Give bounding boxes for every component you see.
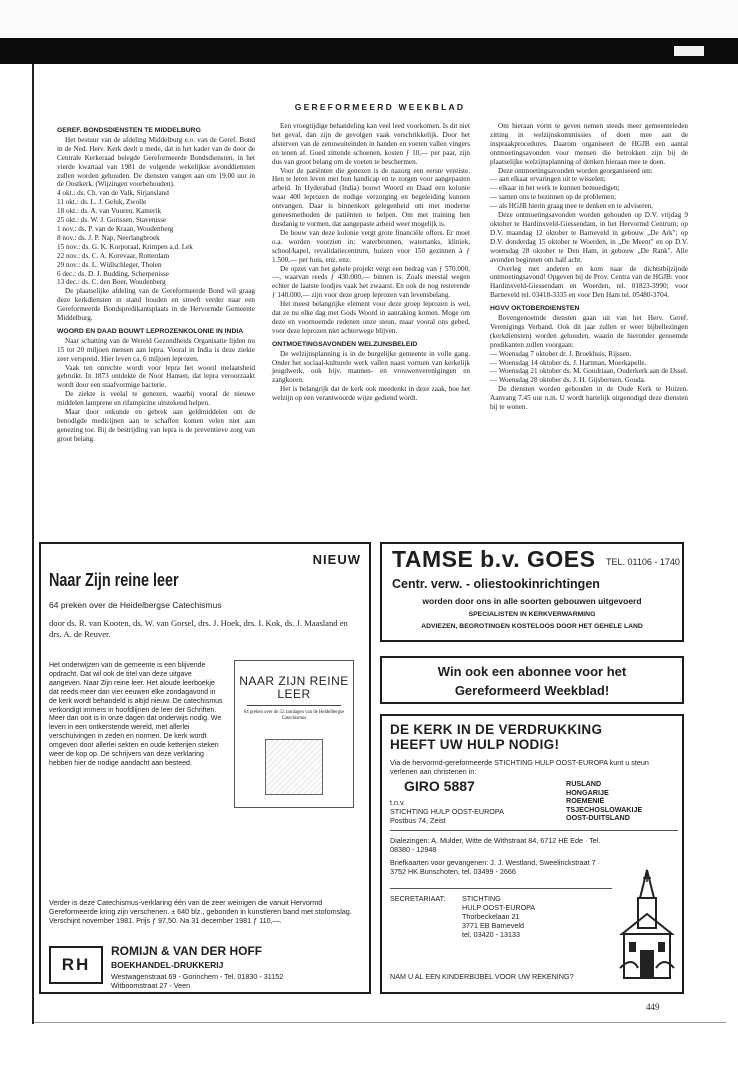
kinderbijbel-appeal: NAM U AL EEN KINDERBIJBEL VOOR UW REKENING? [390, 972, 574, 981]
account-line: STICHTING HULP OOST-EUROPA [390, 807, 504, 816]
column-1 [57, 122, 255, 444]
book-title: Naar Zijn reine leer [49, 570, 179, 590]
column-2 [272, 122, 470, 403]
list-item: 22 nov.: ds. C. A. Korevaar, Rotterdam [57, 251, 170, 260]
subscriber-advertisement [380, 656, 684, 704]
page-number: 449 [646, 1002, 660, 1012]
list-item: 18 okt.: ds. A. van Vuuren, Kamerik [57, 207, 162, 216]
paragraph: Deze ontmoetingsavonden worden georganiseerd om: [498, 166, 653, 175]
address-line: Witboomstraat 27 - Veen [111, 981, 191, 990]
secretariaat-address [462, 894, 535, 939]
publisher-logo: RH [49, 946, 103, 984]
tamse-line: worden door ons in alle soorten gebouwen uitgevoerd [422, 596, 642, 606]
list-item: — Woensdag 7 oktober dr. J. Broekhuis, Rijssen. [490, 349, 632, 358]
services-list [490, 350, 688, 386]
tamse-advertisement [380, 542, 684, 642]
paragraph: Een vroegtijdige behandeling kan veel leed voorkomen. Is dit niet het geval, dan zijn de gevolgen vaak verschrikkelijk. Door het afsterven van de zenuwuiteinden in handen en voeten vallen vingers en tenen af. Goed zittende schoenen, kosten ƒ 10,— per paar, zijn dus van groot belang om de voeten te beschermen. [272, 122, 470, 166]
paragraph: Bovengenoemde diensten gaan uit van het Herv. Geref. Verenigings Verband. Ook dit jaar zullen er weer bijbellezingen (kerkdiensten) worden gehouden, waarin de hieronder genoemde predikanten zullen voorgaan: [490, 314, 688, 349]
country-list [566, 780, 642, 823]
dialezingen-info: Dialezingen: A. Mulder, Witte de Withstraat 84, 6712 HE Ede · Tel. 08380 - 12948 [390, 836, 601, 854]
giro-account [390, 798, 504, 825]
new-badge: NIEUW [312, 552, 361, 567]
list-item: 4 okt.: ds. Ch. van de Valk, Sirjansland [57, 189, 169, 198]
list-item: 13 dec.: ds. C. den Boer, Woudenberg [57, 278, 166, 287]
list-item: 29 nov.: ds. L. Wüllschleger, Tholen [57, 260, 162, 269]
paragraph: Overleg met anderen en kom naar de dichtstbijzijnde ontmoetingsavond! Opgeven bij de Prov. Centra van de HGJB: voor Hardinxveld-Giessendam en Woerden, tel. 01823-3990; voor Barneveld tel. 03418-3335 en voor Den Ham tel. 05480-3704. [490, 264, 688, 300]
publisher-name: ROMIJN & VAN DER HOFF [111, 944, 263, 958]
paragraph: De opzet van het gehele projekt vergt een bedrag van ƒ 570.000,—, waarvan reeds ƒ 430.000,— binnen is. Zoals meestal wegen echter de laatste loodjes vaak het zwaarst. En ook de nog resterende ƒ 140.000,— zijn voor deze groep leprozen van levensbelang. [272, 264, 470, 300]
heading-hgvv: HGVV OKTOBERDIENSTEN [490, 305, 580, 313]
cover-illustration [265, 739, 323, 795]
heading-leprozenkolonie: WOORD EN DAAD BOUWT LEPROZENKOLONIE IN INDIA [57, 327, 244, 335]
heading-ontmoetingsavonden: ONTMOETINGSAVONDEN WELZIJNSBELEID [272, 340, 418, 348]
paragraph: Het bestuur van de afdeling Middelburg e.o. van de Geref. Bond in de Ned. Herv. Kerk deelt u mede, dat in het kader van de door de Centrale Kerkeraad belegde Gereformeerde Bondsdiensten, in het vierde kwartaal van 1981 de volgende wekelijkse avonddiensten zullen worden gehouden. De diensten vangen aan om 19.00 uur in de Oostkerk. (Wijzingen voorbehouden). [57, 135, 255, 189]
secretariaat-label: SECRETARIAAT: [390, 894, 446, 903]
page-header: GEREFORMEERD WEEKBLAD [294, 102, 466, 112]
tamse-title: TAMSE b.v. GOES [392, 546, 596, 572]
account-line: t.n.v. [390, 798, 406, 807]
aid-intro: Via de hervormd-gereformeerde STICHTING HULP OOST-EUROPA kunt u steun verlenen aan christenen in: [390, 758, 649, 776]
paragraph: Het is belangrijk dat de kerk ook meedenkt in deze zaak, hoe het welzijn op een verantwoorde wijze gediend wordt. [272, 385, 470, 403]
tamse-service: Centr. verw. - oliestookinrichtingen [392, 577, 600, 591]
bottom-rule [34, 1022, 726, 1023]
cover-subtitle: 64 preken over de 52 zondagen van de Heidelbergse Catechismus [243, 710, 345, 721]
country: OOST-DUITSLAND [566, 813, 630, 823]
list-item: 25 okt.: ds. W. J. Gorissen, Stavenisse [57, 216, 167, 225]
aid-headline [390, 722, 602, 752]
account-line: Postbus 74, Zeist [390, 816, 446, 825]
heading-bondsdiensten: GEREF. BONDSDIENSTEN TE MIDDELBURG [57, 127, 201, 134]
paragraph: Deze ontmoetingsavonden worden gehouden op D.V. vrijdag 9 oktober te Hardinxveld-Giessendam, in het Hervormd Centrum; op D.V. maandag 12 oktober te Barneveld in gebouw „De Ark"; op D.V. donderdag 15 oktober te Woerden, in „De Meent" en op D.V. woensdag 28 oktober te Den Ham, in gebouw „De Rank". Alle avonden beginnen om half acht. [490, 211, 688, 264]
paragraph: Voor de patiënten die genezen is de nazorg een eerste vereiste. Hen te leren leven met hun handicap en te zorgen voor aangepasten arbeid. In Hyderabad (India) bouwt Woord en Daad een kolonie waar 400 leprozen de nodige verzorging en begeleiding kunnen ontvangen. Daar is binnenkort gelegenheid om met moderne geneesmethoden de patiënten te helpen. Om met training hen dusdanig te vormen, dat aangepaste arbeid weer mogelijk is. [272, 166, 470, 228]
scan-bar-notch [674, 46, 704, 56]
tamse-phone: TEL. 01106 - 1740 [606, 557, 680, 567]
list-item: 8 nov.: ds. J. P. Nap, Neerlangbroek [57, 233, 160, 242]
publisher-address [111, 972, 283, 990]
subscriber-line: Gereformeerd Weekblad! [454, 683, 610, 698]
magazine-page [34, 64, 726, 1024]
address-line: Thorbeckelaan 21 [462, 912, 520, 921]
cover-title: NAAR ZIJN REINE LEER [239, 674, 349, 701]
list-item: 1 nov.: ds. P. van de Kraan, Woudenberg [57, 224, 174, 233]
book-authors: door ds. R. van Kooten, ds. W. van Gorsel, drs. J. Hoek, drs. I. Kok, ds. J. Maasland en drs. A. de Reuver. [49, 618, 348, 639]
list-item: 6 dec.: ds. D. J. Budding, Scherpenisse [57, 269, 169, 278]
aid-title-line: HEEFT UW HULP NODIG! [390, 737, 560, 752]
country: TSJECHOSLOWAKIJE [566, 804, 643, 814]
list-item: — Woensdag 28 oktober ds. J. H. Gijsbertsen, Gouda. [490, 376, 646, 385]
tamse-line: ADVIEZEN, BEGROTINGEN KOSTELOOS DOOR HET GEHELE LAND [421, 623, 643, 630]
country: ROEMENIË [566, 796, 605, 806]
church-icon [618, 868, 676, 984]
list-item: — aan elkaar ervaringen uit te wisselen; [490, 175, 606, 184]
list-item: — als HGJB hierin graag mee te denken en te adviseren. [490, 202, 654, 211]
subscriber-line: Win ook een abonnee voor het [437, 664, 627, 679]
book-details: Verder is deze Catechismus-verklaring één van de zeer weinigen die vanuit Hervormd Gereformeerde kring zijn verschenen. ± 640 blz., gebonden in kunstleren band met stofomslag. Verschijnt november 1981. Prijs ƒ 97,50. Na 31 december 1981 ƒ 110,—. [49, 898, 352, 925]
giro-number: GIRO 5887 [404, 778, 475, 794]
paragraph: De diensten worden gehouden in de Oude Kerk te Huizen. Aanvang 7.45 uur n.m. U wordt hartelijk uitgenodigd deze diensten bij te wonen. [490, 385, 688, 412]
book-advertisement [39, 542, 371, 994]
address-line: STICHTING [462, 894, 501, 903]
paragraph: De bouw van deze kolonie vergt grote financiële offers. Er moet o.a. worden voorzien in: waterbronnen, watertanks, kliniek, school/kapel, revalidatiecentrum, huizen voor 150 gezinnen à ƒ 1.500,— per huis, enz. enz. [272, 228, 470, 264]
book-description: Het onderwijzen van de gemeente is een blijvende opdracht. Dat wil ook de titel van deze uitgave aangeven. Naar Zijn reine leer. Het aloude leerboekje dat reeds meer dan vier eeuwen elke zondagavond in de kerk wordt behandeld is altijd nieuw. De catechismus verkondigt immers in hoofdlijnen de leer der Schriften. Meer dan ooit is in onze dagen dat onderwijs nodig. We leven in een ontkerstende wereld, met allerlei verschuivingen in zeden en normen. De kerk wordt omgeven door allerlei sekten en oude ketterijen steken weer de kop op. De schrijvers van deze verklaring hebben hier de nodige aandacht aan besteed. [49, 662, 223, 767]
list-item: — samen ons te bezinnen op de problemen; [490, 193, 616, 202]
column-3 [490, 122, 688, 412]
cover-divider [247, 705, 341, 706]
paragraph: Om hieraan vorm te geven nemen steeds meer gemeenteleden zitting in welzijnskommissies of doen mee aan de inspraakprocedures. Daarom organiseert de HGJB een aantal ontmoetingsavonden voor mensen die betrokken zijn bij de plaatselijke welzijnsplanning of denken hieraan mee te doen. [490, 122, 688, 166]
church-aid-advertisement [380, 714, 684, 994]
scan-black-bar [0, 38, 738, 64]
preacher-list [57, 189, 255, 287]
divider [390, 830, 678, 831]
list-item: — Woensdag 21 oktober ds. M. Goudriaan, Ouderkerk aan de IJssel. [490, 367, 688, 376]
list-item: 15 nov.: ds. G. K. Korporaal, Krimpen a.d. Lek [57, 242, 193, 251]
briefkaarten-info: Briefkaarten voor gevangenen: J. J. Westland, Sweelinckstraat 7 · 3752 HK Bunschoten, tel. 03499 - 2666 [390, 858, 601, 876]
book-cover [234, 660, 354, 808]
paragraph: De ziekte is veelal te genezen, waarbij vooral de nieuwe middelen lamprene en rifampicine uitstekend helpen. [57, 390, 255, 408]
scan-top-margin [0, 0, 738, 38]
paragraph: Het meest belangrijke element voor deze groep leprozen is wel, dat ze nu elke dag met Gods Woord in aanraking komen. Moge om deze en voornoemde redenen onze steun, maar vooral ons gebed, voor deze leprozen niet achterwege blijven. [272, 300, 470, 335]
country: HONGARIJE [566, 787, 609, 797]
address-line: Westwagenstraat 69 - Gorinchem - Tel. 01830 - 31152 [111, 972, 284, 981]
goals-list [490, 175, 688, 211]
tamse-line: SPECIALISTEN IN KERKVERWARMING [468, 611, 596, 618]
country: RUSLAND [566, 779, 602, 788]
paragraph: Maar door onkunde en gebrek aan geldmiddelen om de benodigde medicijnen aan te schaffen komen velen niet aan genezing toe. Bij de bestrijding van lepra is de preventieve zorg van groot belang. [57, 408, 255, 443]
paragraph: De welzijnsplanning is in de burgelijke gemeente in volle gang. Onder het sociaal-kulturele werk vallen naast vormen van kerkelijk jeugdwerk, ook bijv. mannen- en vrouwenverenigingen en zangkoren. [272, 349, 470, 385]
address-line: HULP OOST-EUROPA [462, 903, 536, 912]
list-item: — elkaar in het werk te kunnen bemoedigen; [490, 184, 620, 193]
paragraph: De plaatselijke afdeling van de Gereformeerde Bond wil graag deze kerkdiensten in stand houden en streeft verder naar een Gereformeerde Bondspredikantsplaats in de Hervormde Gemeente Middelburg. [57, 287, 255, 323]
paragraph: Vaak ten onrechte wordt voor lepra het woord melaatsheid gebruikt. In 1873 ontdekte de Noor Hansen, dat lepra veroorzaakt wordt door een staafvormige bacterie. [57, 363, 255, 390]
list-item: — Woensdag 14 oktober ds. J. Hartman, Moerkapelle. [490, 358, 647, 367]
paragraph: Naar schatting van de Wereld Gezondheids Organisatie lijden nu 15 tot 20 miljoen mensen aan lepra. Vooral in India is deze ziekte zeer verspreid. Hier leven ca. 6 miljoen leprozen. [57, 336, 255, 363]
list-item: 11 okt.: ds. L. J. Geluk, Zwolle [57, 198, 147, 207]
book-subtitle: 64 preken over de Heidelbergse Catechismus [49, 600, 222, 610]
aid-title-line: DE KERK IN DE VERDRUKKING [390, 722, 603, 737]
address-line: tel. 03420 - 13133 [462, 930, 520, 939]
divider [390, 888, 612, 889]
address-line: 3771 EB Barneveld [462, 921, 524, 930]
publisher-type: BOEKHANDEL-DRUKKERIJ [111, 960, 224, 970]
